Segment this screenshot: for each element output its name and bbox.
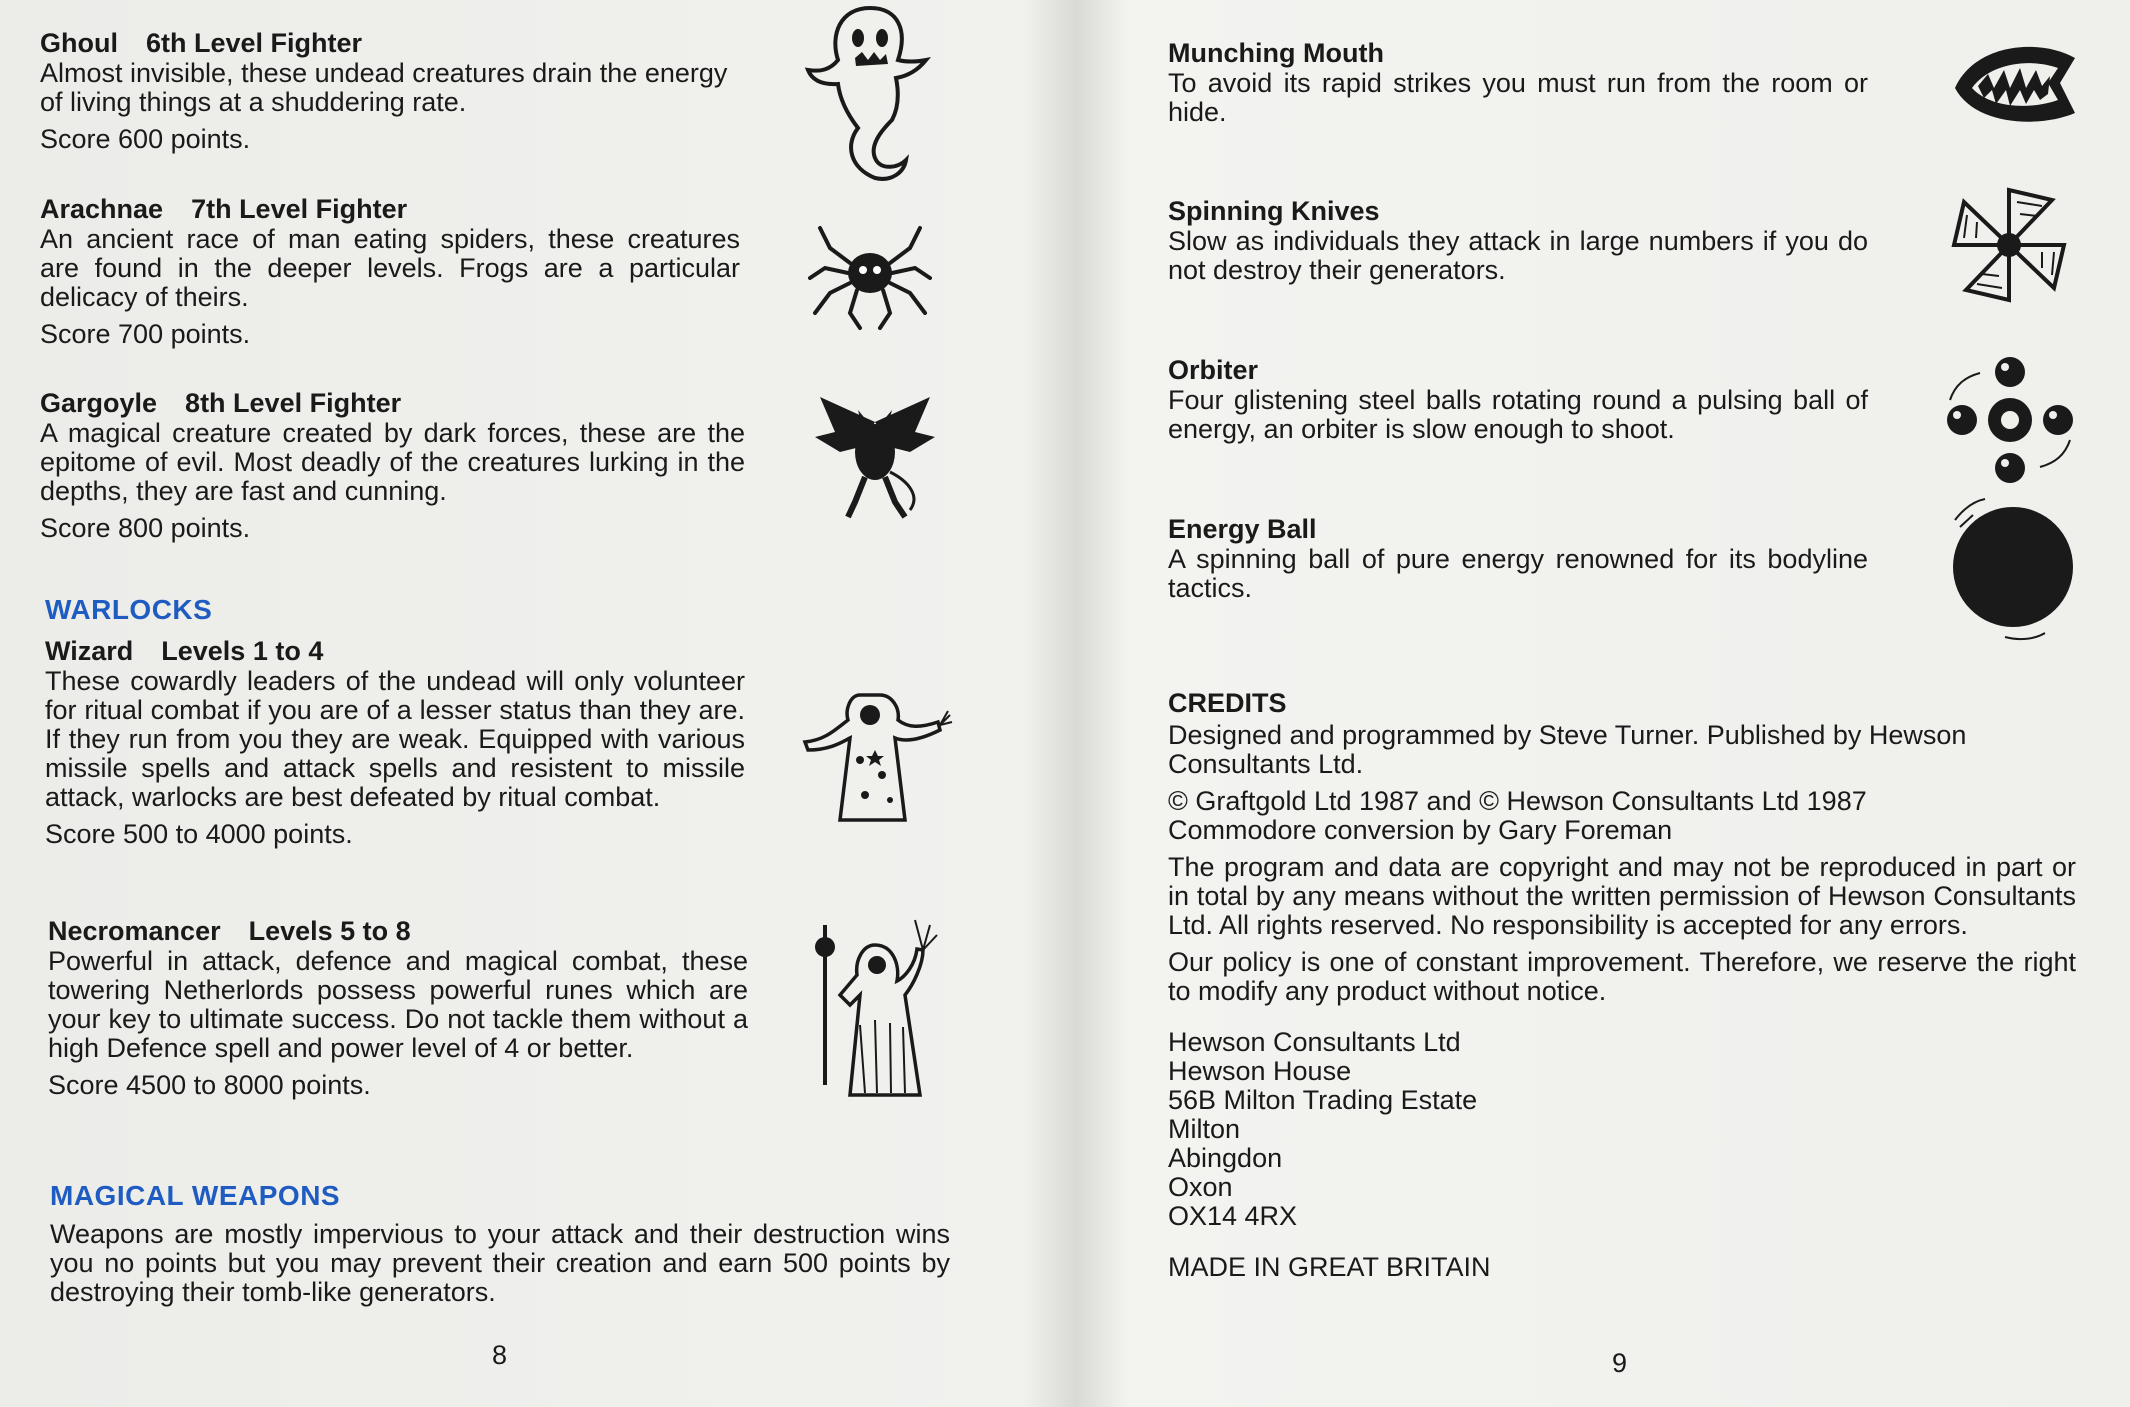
ghoul-score: Score 600 points.: [40, 124, 251, 154]
arachnae-entry: [40, 194, 740, 349]
wizard-level: Levels 1 to 4: [161, 636, 324, 666]
gargoyle-entry: [40, 388, 745, 543]
credits-rights: The program and data are copyright and may not be reproduced in part or in total by any means without the written permission of Hewson Consultants Ltd. All rights reserved. No responsibility is accepted for any errors.: [1168, 852, 2076, 940]
page-number-right: 9: [1612, 1348, 1628, 1378]
spinning-knives-description: Slow as individuals they attack in large numbers if you do not destroy their generators.: [1168, 226, 1868, 285]
publisher-address: [1168, 1028, 2076, 1231]
ghoul-title: [40, 28, 740, 59]
arachnae-level: 7th Level Fighter: [191, 194, 408, 224]
ghoul-level: 6th Level Fighter: [145, 28, 363, 58]
necromancer-score: Score 4500 to 8000 points.: [48, 1070, 371, 1100]
wizard-description: These cowardly leaders of the undead will only volunteer for ritual combat if you are of a lesser status than they are. If they run from you they are weak. Equipped with various missile spells and attack spells and resistent to missile attack, warlocks are best defeated by ritual combat.: [45, 666, 745, 812]
ghost-icon: [800, 0, 940, 185]
address-line: 56B Milton Trading Estate: [1168, 1085, 1478, 1115]
wizard-icon: [790, 680, 955, 825]
munching-mouth-entry: [1168, 38, 1868, 127]
address-line: Hewson House: [1168, 1056, 1352, 1086]
gargoyle-icon: [810, 392, 940, 527]
wizard-title: [45, 636, 745, 667]
gargoyle-score: Score 800 points.: [40, 513, 251, 543]
gargoyle-title: [40, 388, 745, 419]
arachnae-score: Score 700 points.: [40, 319, 251, 349]
credits-copyright: © Graftgold Ltd 1987 and © Hewson Consultants Ltd 1987: [1168, 786, 1867, 816]
credits-heading: CREDITS: [1168, 688, 1287, 718]
orbiter-name: Orbiter: [1168, 355, 1259, 385]
mouth-icon: [1950, 38, 2080, 128]
munching-mouth-description: To avoid its rapid strikes you must run from the room or hide.: [1168, 68, 1868, 127]
ghoul-name: Ghoul: [40, 28, 118, 58]
made-in-label: MADE IN GREAT BRITAIN: [1168, 1252, 1491, 1282]
gargoyle-level: 8th Level Fighter: [185, 388, 402, 418]
address-line: Milton: [1168, 1114, 1241, 1144]
spinning-knives-icon: [1942, 180, 2077, 310]
arachnae-name: Arachnae: [40, 194, 164, 224]
warlocks-heading: WARLOCKS: [45, 594, 213, 625]
right-page: [1060, 0, 2130, 1407]
credits-designed: Designed and programmed by Steve Turner. Published by Hewson Consultants Ltd.: [1168, 720, 1967, 779]
address-line: Abingdon: [1168, 1143, 1283, 1173]
necromancer-entry: [48, 916, 748, 1100]
spinning-knives-name: Spinning Knives: [1168, 196, 1380, 226]
credits-section: [1168, 688, 2076, 1282]
arachnae-description: An ancient race of man eating spiders, these creatures are found in the deeper levels. Frogs are a particular delicacy of theirs.: [40, 224, 740, 312]
orbiter-icon: [1945, 355, 2075, 485]
magical-weapons-heading: MAGICAL WEAPONS: [50, 1180, 341, 1211]
orbiter-description: Four glistening steel balls rotating round a pulsing ball of energy, an orbiter is slow enough to shoot.: [1168, 385, 1868, 444]
energy-ball-description: A spinning ball of pure energy renowned for its bodyline tactics.: [1168, 544, 1868, 603]
gargoyle-name: Gargoyle: [40, 388, 158, 418]
gargoyle-description: A magical creature created by dark forces, these are the epitome of evil. Most deadly of the creatures lurking in the depths, they are fast and cunning.: [40, 418, 745, 506]
wizard-entry: [45, 636, 745, 849]
page-number-left: 8: [492, 1340, 508, 1370]
address-line: Hewson Consultants Ltd: [1168, 1027, 1461, 1057]
spinning-knives-entry: [1168, 196, 1868, 285]
wizard-name: Wizard: [45, 636, 134, 666]
credits-policy: Our policy is one of constant improvement. Therefore, we reserve the right to modify any product without notice.: [1168, 947, 2076, 1006]
energy-ball-icon: [1945, 495, 2075, 645]
necromancer-icon: [805, 905, 945, 1105]
energy-ball-name: Energy Ball: [1168, 514, 1317, 544]
necromancer-description: Powerful in attack, defence and magical combat, these towering Netherlords possess powerful runes which are your key to ultimate success. Do not tackle them without a high Defence spell and power level of 4 or better.: [48, 946, 748, 1063]
address-line: Oxon: [1168, 1172, 1233, 1202]
wizard-score: Score 500 to 4000 points.: [45, 819, 353, 849]
necromancer-name: Necromancer: [48, 916, 221, 946]
magical-weapons-description: Weapons are mostly impervious to your attack and their destruction wins you no points but you may prevent their creation and earn 500 points by destroying their tomb-like generators.: [50, 1219, 950, 1307]
credits-conversion: Commodore conversion by Gary Foreman: [1168, 815, 1673, 845]
necromancer-level: Levels 5 to 8: [248, 916, 411, 946]
left-page: [0, 0, 1050, 1407]
ghoul-entry: [40, 28, 740, 154]
necromancer-title: [48, 916, 748, 947]
address-line: OX14 4RX: [1168, 1201, 1298, 1231]
ghoul-description: Almost invisible, these undead creatures drain the energy of living things at a shuddering rate.: [40, 58, 728, 117]
orbiter-entry: [1168, 355, 1868, 444]
arachnae-title: [40, 194, 740, 225]
spider-icon: [805, 218, 935, 333]
munching-mouth-name: Munching Mouth: [1168, 38, 1384, 68]
energy-ball-entry: [1168, 514, 1868, 603]
